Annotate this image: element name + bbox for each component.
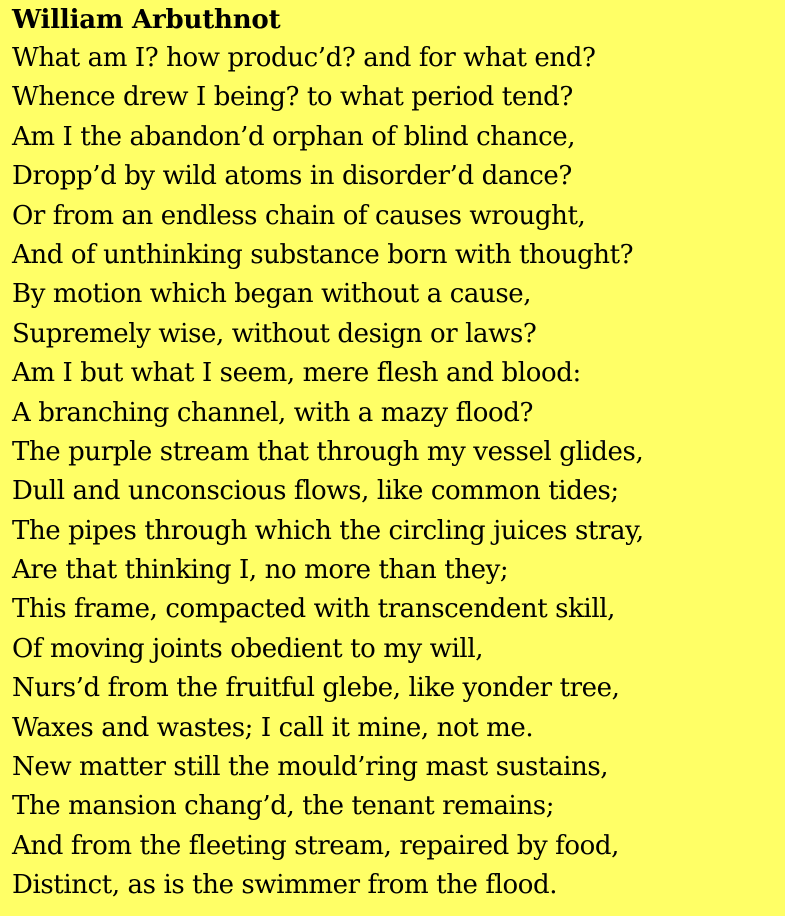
poem-lines xyxy=(12,39,785,906)
poem-line: Waxes and wastes; I call it mine, not me. xyxy=(12,712,534,743)
poem-line: A branching channel, with a mazy flood? xyxy=(12,397,533,428)
poem-line: And of unthinking substance born with thought? xyxy=(12,239,634,270)
poem-line: By motion which began without a cause, xyxy=(12,279,532,310)
poem-line: Distinct, as is the swimmer from the flood. xyxy=(12,870,558,901)
poem-line: Whence drew I being? to what period tend? xyxy=(12,82,573,113)
poem-line: Of moving joints obedient to my will, xyxy=(12,633,484,664)
poem-line: The mansion chang’d, the tenant remains; xyxy=(12,791,555,822)
poem-line: What am I? how produc’d? and for what end? xyxy=(12,43,596,73)
poem-line: The pipes through which the circling juices stray, xyxy=(12,515,644,546)
poem-line: And from the fleeting stream, repaired by food, xyxy=(12,830,619,861)
poem-line: This frame, compacted with transcendent skill, xyxy=(12,594,616,625)
poem-line: Dropp’d by wild atoms in disorder’d dance? xyxy=(12,161,572,192)
poem-line: Supremely wise, without design or laws? xyxy=(12,318,537,349)
poem-line: New matter still the mould’ring mast sustains, xyxy=(12,752,609,783)
poem-author: William Arbuthnot xyxy=(12,5,281,35)
poem-line: The purple stream that through my vessel glides, xyxy=(12,436,644,467)
poem-line: Am I the abandon’d orphan of blind chance, xyxy=(12,121,576,152)
poem-line: Are that thinking I, no more than they; xyxy=(12,555,509,586)
poem-line: Nurs’d from the fruitful glebe, like yonder tree, xyxy=(12,673,620,704)
poem-line: Dull and unconscious flows, like common tides; xyxy=(12,476,619,507)
poem-line: Or from an endless chain of causes wrought, xyxy=(12,200,586,231)
poem-line: Am I but what I seem, mere flesh and blood: xyxy=(12,358,581,389)
